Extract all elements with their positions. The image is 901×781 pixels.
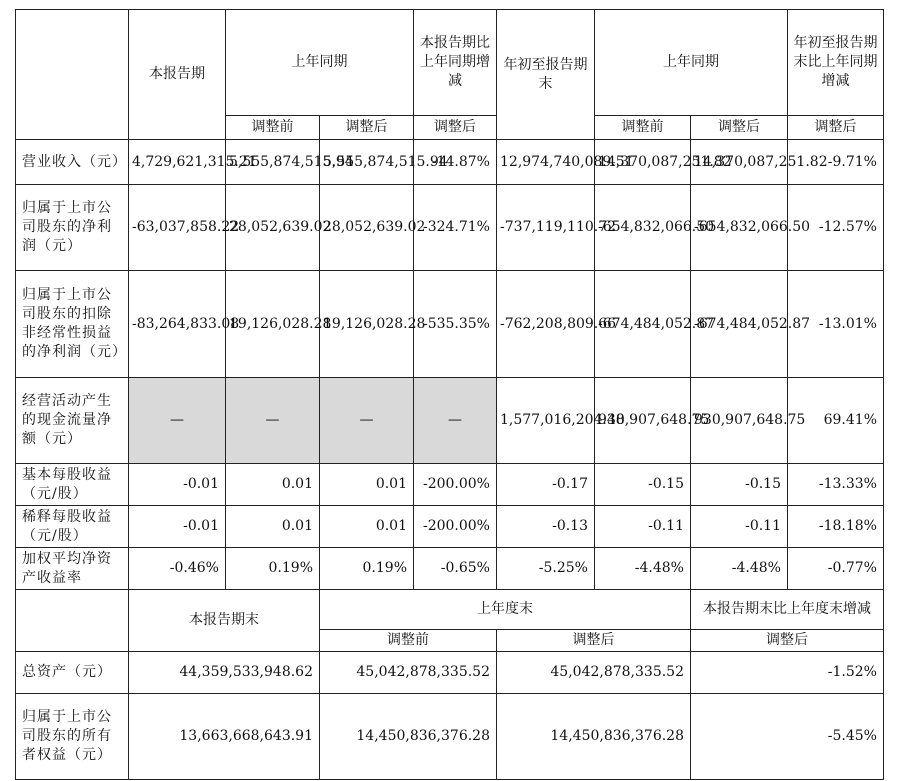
cell-ytd-prev-after: -674,484,052.87 (691, 271, 788, 378)
header-ytd-yoy-change: 年初至报告期末比上年同期增减 (788, 10, 884, 116)
cell-ytd-prev-before: -674,484,052.87 (595, 271, 691, 378)
table-row (16, 694, 884, 780)
cell-period-end: 13,663,668,643.91 (129, 694, 320, 780)
row-label: 稀释每股收益（元/股） (16, 506, 129, 548)
cell-change: -5.45% (691, 694, 884, 780)
cell-ytd-yoy: -12.57% (788, 185, 884, 271)
cell-prev-before: 0.19% (226, 548, 320, 590)
cell-before: 45,042,878,335.52 (320, 652, 497, 694)
cell-before: 14,450,836,376.28 (320, 694, 497, 780)
cell-ytd-yoy: 69.41% (788, 378, 884, 464)
cell-yoy: -200.00% (414, 506, 497, 548)
cell-yoy: -535.35% (414, 271, 497, 378)
table-row (16, 185, 884, 271)
cell-ytd: -762,208,809.66 (497, 271, 595, 378)
cell-current: -0.01 (129, 464, 226, 506)
cell-ytd-yoy: -13.33% (788, 464, 884, 506)
cell-yoy: -200.00% (414, 464, 497, 506)
cell-ytd: 12,974,740,089.51 (497, 140, 595, 185)
cell-current: — (129, 378, 226, 464)
cell-prev-after: 0.01 (320, 464, 414, 506)
header-ytd: 年初至报告期末 (497, 10, 595, 140)
cell-yoy: -0.65% (414, 548, 497, 590)
cell-prev-after: — (320, 378, 414, 464)
row-label: 营业收入（元） (16, 140, 129, 185)
row-label: 加权平均净资产收益率 (16, 548, 129, 590)
row-label: 经营活动产生的现金流量净额（元） (16, 378, 129, 464)
cell-ytd-prev-before: -654,832,066.50 (595, 185, 691, 271)
row-label: 基本每股收益（元/股） (16, 464, 129, 506)
header-same-period-last-year: 上年同期 (226, 10, 414, 116)
financial-data-table (15, 9, 884, 780)
table-row (16, 652, 884, 694)
cell-current: -83,264,833.08 (129, 271, 226, 378)
cell-ytd-yoy: -13.01% (788, 271, 884, 378)
cell-current: -63,037,858.22 (129, 185, 226, 271)
cell-ytd-yoy: -9.71% (788, 140, 884, 185)
cell-change: -1.52% (691, 652, 884, 694)
row-label: 归属于上市公司股东的净利润（元） (16, 185, 129, 271)
header-before-adj-2: 调整前 (595, 116, 691, 140)
header-same-period-last-year-2: 上年同期 (595, 10, 788, 116)
header2-blank-cell (16, 590, 129, 652)
header-after-adj: 调整后 (320, 116, 414, 140)
header-yoy-change: 本报告期比上年同期增减 (414, 10, 497, 116)
cell-after: 45,042,878,335.52 (497, 652, 691, 694)
cell-ytd-prev-before: -4.48% (595, 548, 691, 590)
cell-prev-before: — (226, 378, 320, 464)
header-before-adj: 调整前 (226, 116, 320, 140)
cell-period-end: 44,359,533,948.62 (129, 652, 320, 694)
header-after-adj-2: 调整后 (691, 116, 788, 140)
cell-ytd-yoy: -0.77% (788, 548, 884, 590)
cell-ytd-prev-after: -0.15 (691, 464, 788, 506)
cell-prev-after: 19,126,028.28 (320, 271, 414, 378)
table-row (16, 548, 884, 590)
table-row (16, 464, 884, 506)
header2-change: 本报告期末比上年度末增减 (691, 590, 884, 630)
cell-ytd: -5.25% (497, 548, 595, 590)
cell-ytd: -0.13 (497, 506, 595, 548)
cell-ytd-yoy: -18.18% (788, 506, 884, 548)
cell-prev-before: 0.01 (226, 464, 320, 506)
table-row (16, 378, 884, 464)
cell-ytd-prev-after: 14,370,087,251.82 (691, 140, 788, 185)
header2-period-end: 本报告期末 (129, 590, 320, 652)
table-row (16, 506, 884, 548)
cell-yoy: -14.87% (414, 140, 497, 185)
row-label: 归属于上市公司股东的扣除非经常性损益的净利润（元） (16, 271, 129, 378)
cell-yoy: -324.71% (414, 185, 497, 271)
cell-ytd: 1,577,016,204.48 (497, 378, 595, 464)
header-current-period: 本报告期 (129, 10, 226, 140)
cell-ytd-prev-after: -0.11 (691, 506, 788, 548)
header-row (16, 10, 884, 116)
financial-table-container (15, 9, 884, 780)
cell-prev-before: 28,052,639.02 (226, 185, 320, 271)
cell-ytd-prev-before: -0.11 (595, 506, 691, 548)
cell-prev-after: 28,052,639.02 (320, 185, 414, 271)
cell-ytd: -737,119,110.72 (497, 185, 595, 271)
cell-current: -0.01 (129, 506, 226, 548)
cell-ytd-prev-after: 930,907,648.75 (691, 378, 788, 464)
cell-yoy: — (414, 378, 497, 464)
cell-ytd-prev-after: -654,832,066.50 (691, 185, 788, 271)
cell-prev-after: 0.01 (320, 506, 414, 548)
header2-before-adj: 调整前 (320, 630, 497, 652)
cell-ytd-prev-before: 14,370,087,251.82 (595, 140, 691, 185)
table-row (16, 271, 884, 378)
row-label: 归属于上市公司股东的所有者权益（元） (16, 694, 129, 780)
cell-ytd: -0.17 (497, 464, 595, 506)
header-after-adj-yoy: 调整后 (414, 116, 497, 140)
cell-prev-after: 0.19% (320, 548, 414, 590)
cell-prev-before: 19,126,028.28 (226, 271, 320, 378)
cell-current: -0.46% (129, 548, 226, 590)
cell-current: 4,729,621,315.21 (129, 140, 226, 185)
cell-prev-before: 5,555,874,515.94 (226, 140, 320, 185)
header2-after-adj-change: 调整后 (691, 630, 884, 652)
header-after-adj-ytd-yoy: 调整后 (788, 116, 884, 140)
cell-prev-before: 0.01 (226, 506, 320, 548)
cell-ytd-prev-before: -0.15 (595, 464, 691, 506)
table-row (16, 140, 884, 185)
cell-after: 14,450,836,376.28 (497, 694, 691, 780)
row-label: 总资产（元） (16, 652, 129, 694)
header2-after-adj: 调整后 (497, 630, 691, 652)
header2-last-year-end: 上年度末 (320, 590, 691, 630)
header-row-2 (16, 590, 884, 630)
cell-ytd-prev-after: -4.48% (691, 548, 788, 590)
cell-ytd-prev-before: 930,907,648.75 (595, 378, 691, 464)
cell-prev-after: 5,555,874,515.94 (320, 140, 414, 185)
header-blank-cell (16, 10, 129, 140)
